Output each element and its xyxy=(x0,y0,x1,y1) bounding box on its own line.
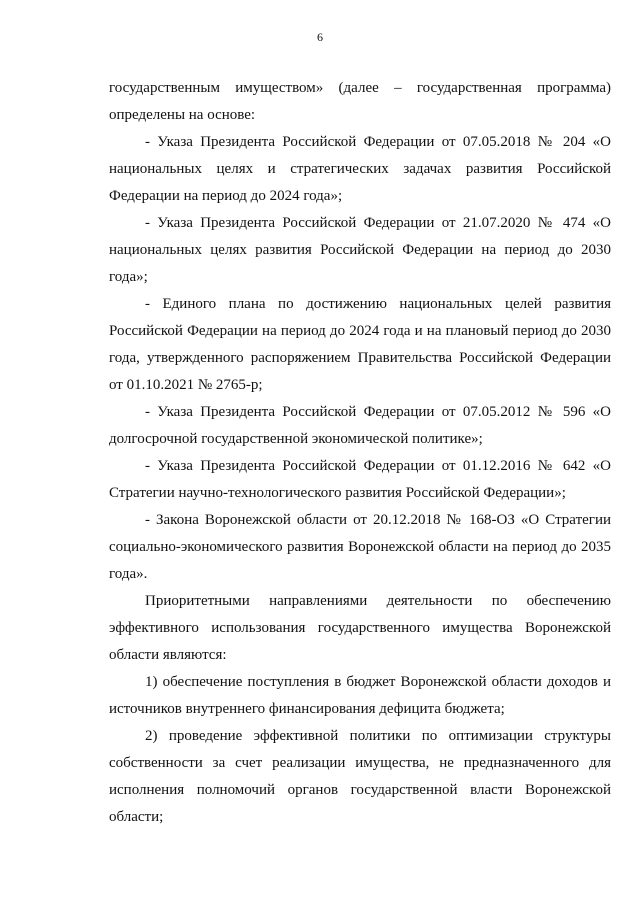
text-line: эффективного использования государственного имущества Воронежской xyxy=(109,620,611,636)
text-line: Стратегии научно-технологического развития Российской Федерации»; xyxy=(109,485,566,501)
list-item-line: - Указа Президента Российской Федерации от 07.05.2018 № 204 «О xyxy=(145,134,611,150)
text-line: социально-экономического развития Воронежской области на период до 2035 xyxy=(109,539,611,555)
text-line: государственным имуществом» (далее – государственная программа) xyxy=(109,80,611,96)
text-line: области; xyxy=(109,809,164,825)
page-number: 6 xyxy=(317,30,323,44)
text-line: Федерации на период до 2024 года»; xyxy=(109,188,343,204)
numbered-item-line: 2) проведение эффективной политики по оптимизации структуры xyxy=(145,728,611,744)
text-line: национальных целях и стратегических задачах развития Российской xyxy=(109,161,611,177)
text-line: источников внутреннего финансирования дефицита бюджета; xyxy=(109,701,505,717)
text-line: определены на основе: xyxy=(109,107,256,123)
numbered-item-line: 1) обеспечение поступления в бюджет Воронежской области доходов и xyxy=(145,674,611,690)
list-item-line: - Единого плана по достижению национальных целей развития xyxy=(145,296,611,312)
list-item-line: - Указа Президента Российской Федерации от 21.07.2020 № 474 «О xyxy=(145,215,611,231)
text-line: национальных целях развития Российской Федерации на период до 2030 xyxy=(109,242,611,258)
text-line: года». xyxy=(109,566,148,582)
list-item-line: - Указа Президента Российской Федерации от 07.05.2012 № 596 «О xyxy=(145,404,611,420)
text-line: от 01.10.2021 № 2765-р; xyxy=(109,377,263,393)
text-line: долгосрочной государственной экономической политике»; xyxy=(109,431,483,447)
text-line: исполнения полномочий органов государственной власти Воронежской xyxy=(109,782,611,798)
text-line: области являются: xyxy=(109,647,227,663)
list-item-line: - Закона Воронежской области от 20.12.2018 № 168-ОЗ «О Стратегии xyxy=(145,512,611,528)
text-line: года»; xyxy=(109,269,148,285)
list-item-line: - Указа Президента Российской Федерации от 01.12.2016 № 642 «О xyxy=(145,458,611,474)
text-line: собственности за счет реализации имущества, не предназначенного для xyxy=(109,755,611,771)
text-line: года, утвержденного распоряжением Правительства Российской Федерации xyxy=(109,350,611,366)
text-line: Российской Федерации на период до 2024 года и на плановый период до 2030 xyxy=(109,323,611,339)
paragraph-line: Приоритетными направлениями деятельности по обеспечению xyxy=(145,593,611,609)
